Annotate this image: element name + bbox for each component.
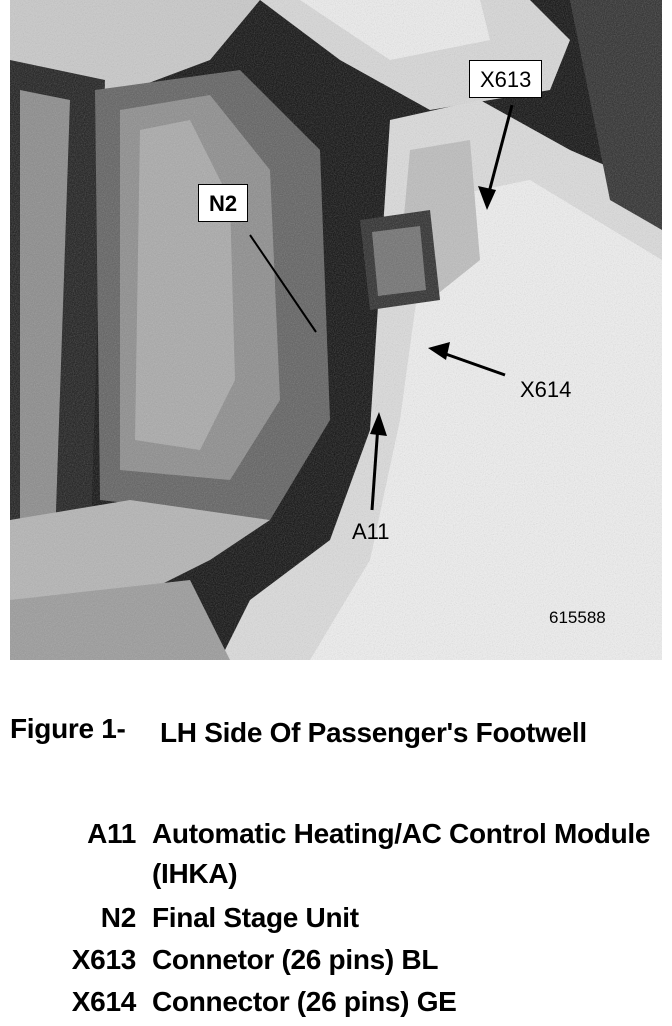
legend-code: A11 bbox=[87, 818, 136, 849]
legend-desc: Automatic Heating/AC Control Module (IHKA) bbox=[152, 818, 651, 889]
legend-desc: Connector (26 pins) GE bbox=[152, 986, 457, 1017]
callout-a11: A11 bbox=[352, 519, 390, 544]
legend-desc: Connetor (26 pins) BL bbox=[152, 944, 439, 975]
figure-title: LH Side Of Passenger's Footwell bbox=[160, 717, 587, 748]
callout-x613: X613 bbox=[469, 60, 542, 98]
legend-code: X613 bbox=[71, 944, 136, 975]
photo-id: 615588 bbox=[549, 608, 606, 627]
callout-n2: N2 bbox=[198, 184, 248, 222]
legend-desc: Final Stage Unit bbox=[152, 902, 359, 933]
figure-number: Figure 1- bbox=[10, 713, 126, 744]
footwell-photo bbox=[10, 0, 662, 660]
legend-code: X614 bbox=[71, 986, 136, 1017]
callout-x614: X614 bbox=[520, 377, 572, 402]
legend-code: N2 bbox=[100, 902, 136, 933]
